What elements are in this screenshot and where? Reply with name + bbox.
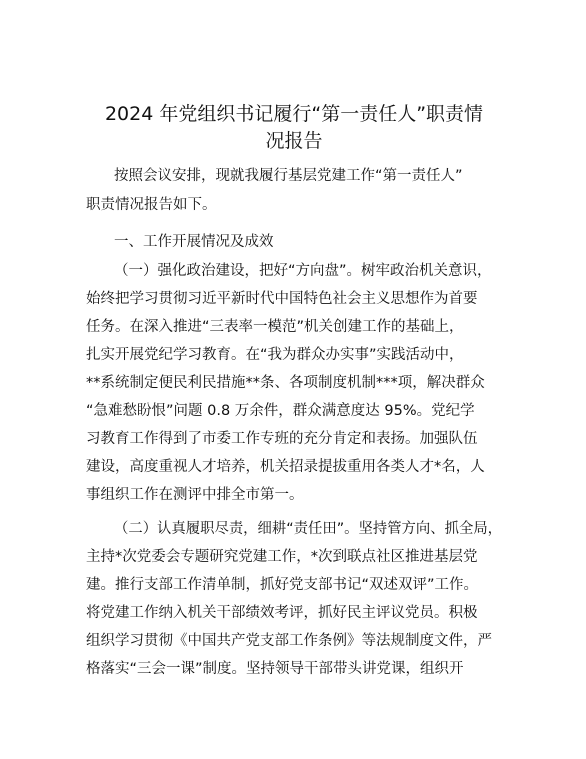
intro-line-1: 按照会议安排，现就我履行基层党建工作“第一责任人” <box>114 168 463 184</box>
paragraph-2-line-2: 主持*次党委会专题研究党建工作，*次到联点社区推进基层党 <box>86 549 478 565</box>
paragraph-1-line-2: 始终把学习贯彻习近平新时代中国特色社会主义思想作为首要 <box>86 291 478 307</box>
intro-line-2: 职责情况报告如下。 <box>86 197 217 213</box>
paragraph-1-line-6: “急难愁盼恨”问题 0.8 万余件，群众满意度达 95%。党纪学 <box>86 403 475 419</box>
paragraph-1-line-3: 任务。在深入推进“三表率一模范”机关创建工作的基础上， <box>86 319 464 335</box>
paragraph-1-line-4: 扎实开展党纪学习教育。在“我为群众办实事”实践活动中， <box>86 347 464 363</box>
document-title-line-2: 况报告 <box>265 130 323 152</box>
paragraph-1-line-5: **系统制定便民利民措施**条、各项制度机制***项，解决群众 <box>86 375 485 391</box>
paragraph-1-line-9: 事组织工作在测评中排全市第一。 <box>86 487 304 503</box>
paragraph-2-line-4: 将党建工作纳入机关干部绩效考评，抓好民主评议党员。积极 <box>86 605 478 621</box>
document-title-line-1: 2024 年党组织书记履行“第一责任人”职责情 <box>104 103 484 125</box>
paragraph-2-line-6: 格落实“三会一课”制度。坚持领导干部带头讲党课，组织开 <box>86 661 464 677</box>
section-heading: 一、工作开展情况及成效 <box>114 234 274 250</box>
paragraph-2-line-5: 组织学习贯彻《中国共产党支部工作条例》等法规制度文件，严 <box>86 633 492 649</box>
paragraph-2-line-1: （二）认真履职尽责，细耕“责任田”。坚持管方向、抓全局， <box>114 521 503 537</box>
paragraph-1-line-8: 建设，高度重视人才培养，机关招录提拔重用各类人才*名，人 <box>86 459 485 475</box>
paragraph-2-line-3: 建。推行支部工作清单制，抓好党支部书记“双述双评”工作。 <box>86 577 479 593</box>
paragraph-1-line-7: 习教育工作得到了市委工作专班的充分肯定和表扬。加强队伍 <box>86 431 478 447</box>
paragraph-1-line-1: （一）强化政治建设，把好“方向盘”。树牢政治机关意识， <box>114 263 492 279</box>
